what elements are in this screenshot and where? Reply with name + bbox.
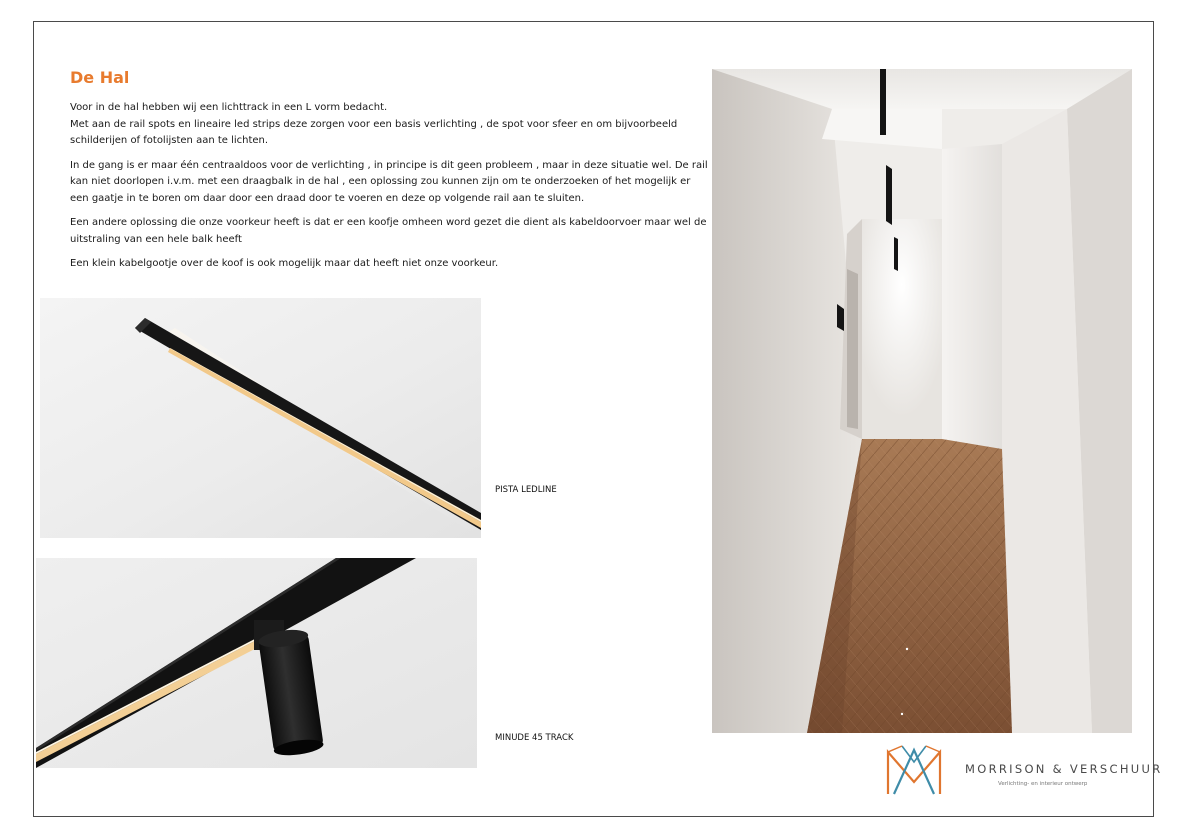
paragraph-intro-line1: Voor in de hal hebben wij een lichttrack in een L vorm bedacht. — [70, 102, 388, 113]
paragraph-central-box: In de gang is er maar één centraaldoos voor de verlichting , in principe is dit geen probleem , maar in deze situatie wel. De rail kan niet doorlopen i.v.m. met een draagbalk in de hal , een oplossing zou kunnen zijn om te onderzoeken of het mogelijk er een gaatje in te boren om daar door een draad door te voeren en deze op volgende rail aan te sluiten. — [70, 159, 708, 204]
page-title: De Hal — [70, 68, 130, 87]
brand-tagline: Verlichting- en interieur ontwerp — [998, 781, 1088, 787]
product-photo-minude-track — [36, 558, 477, 768]
brand-name: MORRISON & VERSCHUUR — [965, 762, 1163, 776]
paragraph-intro-line2: Met aan de rail spots en lineaire led strips deze zorgen voor een basis verlichting , de spot voor sfeer en om bijvoorbeeld schilderijen of fotolijsten aan te lichten. — [70, 118, 678, 146]
hallway-render-image — [712, 69, 1132, 733]
caption-pista-ledline: PISTA LEDLINE — [495, 485, 557, 495]
brand-logo-icon — [884, 742, 944, 798]
paragraph-preferred-solution: Een andere oplossing die onze voorkeur heeft is dat er een koofje omheen word gezet die dient als kabeldoorvoer maar wel de uitstraling van een hele balk heeft — [70, 217, 707, 245]
caption-minude-track: MINUDE 45 TRACK — [495, 733, 574, 743]
paragraph-cable-duct: Een klein kabelgootje over de koof is ook mogelijk maar dat heeft niet onze voorkeur. — [70, 258, 499, 269]
body-text — [70, 100, 710, 281]
product-photo-pista-ledline — [40, 298, 481, 538]
